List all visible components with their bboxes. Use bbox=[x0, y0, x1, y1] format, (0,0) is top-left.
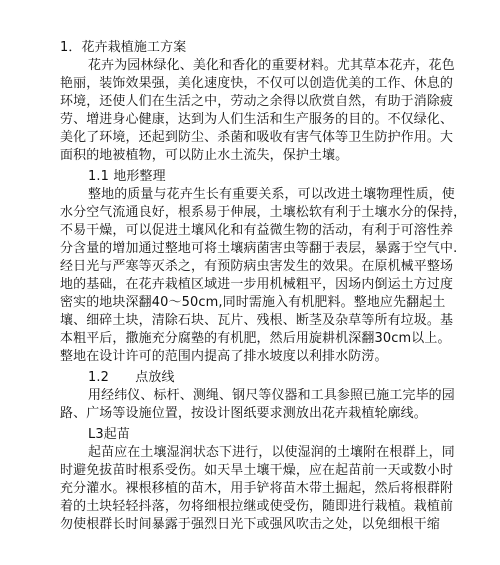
paragraph-line: 壤、细碎土块，清除石块、瓦片、残根、断茎及杂草等所有垃圾。基 bbox=[60, 313, 454, 328]
section-heading: 1．花卉栽植施工方案 bbox=[60, 40, 187, 55]
paragraph-line: 勿使根群长时间暴露于强烈日光下或强风吹击之处，以免细根干缩 bbox=[60, 517, 440, 532]
paragraph-line: 不易干燥，可以促进土壤风化和有益微生物的活动，有利于可溶性养 bbox=[60, 223, 454, 238]
paragraph-line: 经日光与严寒等灭杀之，有预防病虫害发生的效果。在原机械平整场 bbox=[60, 259, 454, 274]
paragraph-line: 密实的地块深翻40～50cm,同时需施入有机肥料。整地应先翻起土 bbox=[60, 295, 446, 310]
paragraph-line: 整地在设计许可的范围内提高了排水坡度以利排水防涝。 bbox=[60, 349, 388, 364]
paragraph-line: 路、广场等设施位置，按设计图纸要求测放出花卉栽植轮廓线。 bbox=[60, 406, 427, 421]
paragraph-line: 艳丽，装饰效果强，美化速度快，不仅可以创造优美的工作、休息的 bbox=[60, 76, 454, 91]
paragraph-line: 环境，还使人们在生活之中，劳动之余得以欣赏自然，有助于消除疲 bbox=[60, 94, 454, 109]
paragraph-line: 用经纬仪、标杆、测绳、钢尺等仪器和工具参照已施工完毕的园 bbox=[88, 388, 455, 403]
paragraph-line: 美化了环境，还起到防尘、杀菌和吸收有害气体等卫生防护作用。大 bbox=[60, 130, 454, 145]
paragraph-line: 水分空气流通良好，根系易于伸展，土壤松软有利于土壤水分的保持， bbox=[60, 205, 467, 220]
paragraph-line: 花卉为园林绿化、美化和香化的重要材料。尤其草本花卉，花色 bbox=[88, 58, 455, 73]
paragraph-line: 面积的地被植物，可以防止水土流失，保护土壤。 bbox=[60, 148, 349, 163]
paragraph-line: 整地的质量与花卉生长有重要关系，可以改进土壤物理性质，使 bbox=[88, 187, 455, 202]
paragraph-line: 着的土块轻轻抖落，勿将细根拉继或使受伤，随即进行栽植。栽植前 bbox=[60, 499, 454, 514]
paragraph-line: 分含量的增加通过整地可将土壤病菌害虫等翻于表层，暴露于空气中. bbox=[60, 241, 458, 256]
paragraph-line: 本粗平后，撒施充分腐塾的有机肥，然后用旋耕机深翻30cm以上。 bbox=[60, 331, 451, 346]
paragraph-line: 充分灌水。裸根移植的苗木，用手铲将苗木带土掘起，然后将根群附 bbox=[60, 481, 454, 496]
paragraph-line: 劳、增进身心健康，达到为人们生活和生产服务的目的。不仅绿化、 bbox=[60, 112, 454, 127]
paragraph-line: 时避免拔苗时根系受伤。如天旱土壤干燥，应在起苗前一天或数小时 bbox=[60, 463, 454, 478]
subsection-heading: 1.2 点放线 bbox=[88, 370, 175, 385]
paragraph-line: 地的基础，在花卉栽植区域进一步用机械粗平，因场内倒运土方过度 bbox=[60, 277, 454, 292]
paragraph-line: 起苗应在土壤湿润状态下进行，以使湿润的土壤附在根群上，同 bbox=[88, 445, 455, 460]
subsection-heading: L3起苗 bbox=[88, 427, 130, 442]
subsection-heading: 1.1 地形整理 bbox=[88, 169, 166, 184]
